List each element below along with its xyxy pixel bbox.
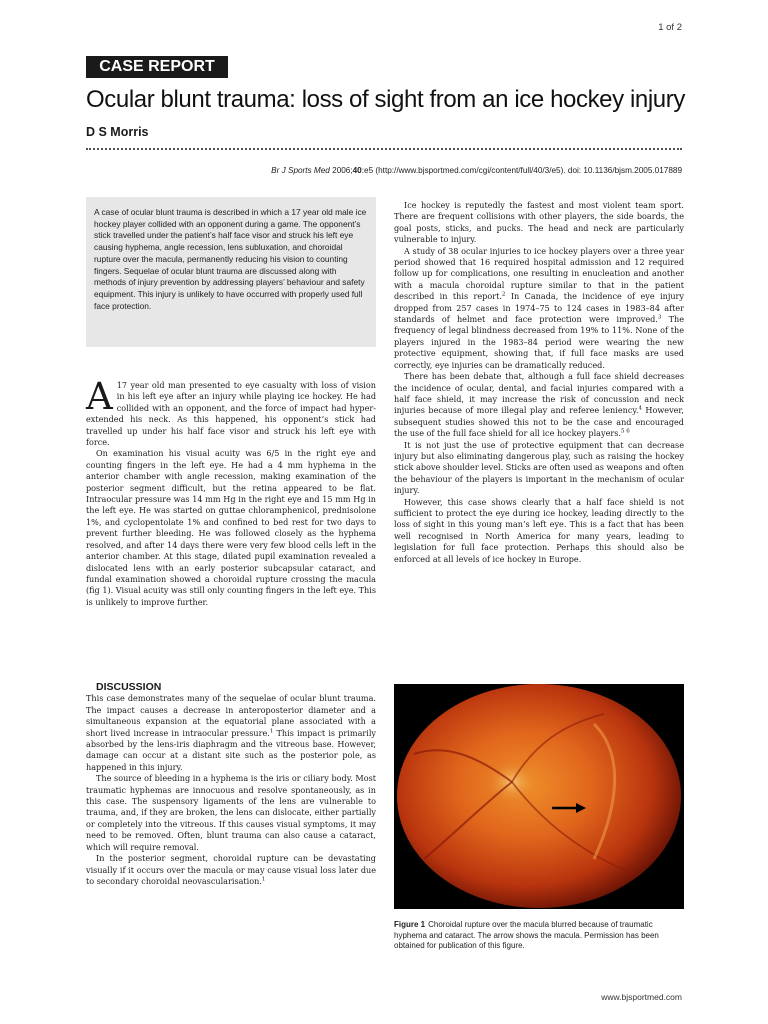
citation-rest: :e5 (http://www.bjsportmed.com/cgi/content/full/40/3/e5). doi: 10.1136/bjsm.2005.017889: [361, 166, 682, 175]
right-paragraph-5: However, this case shows clearly that a half face shield is not sufficient to protect the eye during ice hockey, leading directly to the loss of sight in this young man’s left eye. This is a fact that has been well recognised in North America for many years, leading to legislation for full face protection. Perhaps this should also be enforced at all levels of ice hockey in Europe.: [394, 496, 684, 564]
figure-caption-text: Choroidal rupture over the macula blurred because of traumatic hyphema and cataract. The arrow shows the macula. Permission has been obtained for publication of this figure.: [394, 920, 659, 950]
article-title: Ocular blunt trauma: loss of sight from an ice hockey injury: [86, 86, 685, 113]
citation-year: 2006;: [329, 166, 353, 175]
discussion-heading: DISCUSSION: [96, 681, 162, 693]
right-paragraph-3: There has been debate that, although a full face shield decreases the incidence of ocular, dental, and facial injuries compared with a half face shield, it may increase the risk of concussion and neck injuries because of more illegal play and referee leniency.$^4$ However, subsequent studies showed this not to be the case and encouraged the use of the full face shield for all ice hockey players.$^{5 6}$: [394, 371, 684, 439]
discussion-paragraph-1: This case demonstrates many of the sequelae of ocular blunt trauma. The impact causes a decrease in anteroposterior diameter and a simultaneous expansion at the equatorial plane associated with a short lived increase in intraocular pressure.$^1$ This impact is primarily absorbed by the lens-iris diaphragm and the vitreous base. However, damage can occur at a distant site such as the posterior pole, as happened in this injury.: [86, 693, 377, 772]
right-paragraph-2: A study of 38 ocular injuries to ice hockey players over a three year period showed that 16 required hospital admission and 12 required follow up for complications, one resulting in enucleation and another with a macula choroidal rupture similar to that in the patient described in this report.$^2$ In Canada, the incidence of eye injury dropped from 257 cases in 1974–75 to 124 cases in 1983–84 after standards of helmet and face protection were improved.$^3$ The frequency of legal blindness decreased from 19% to 11%. None of the players injured in the 1983–84 period were wearing the new protective equipment, showing that, if full face masks are used correctly, eye injuries can be dramatically reduced.: [394, 245, 684, 370]
figure-caption: [394, 920, 684, 952]
discussion-paragraph-3: In the posterior segment, choroidal rupture can be devastating visually if it occurs over the macula or may cause visual loss later due to secondary choroidal neovascularisation.$^1$: [86, 853, 376, 886]
right-column-text: [394, 200, 684, 565]
divider: [86, 148, 682, 150]
page-number: 1 of 2: [658, 22, 682, 33]
discussion-section: [86, 682, 376, 887]
fundus-image: [394, 684, 684, 909]
abstract-text: A case of ocular blunt trauma is described in which a 17 year old male ice hockey player collided with an opponent during a game. The opponent’s stick travelled under the patient’s half face visor and struck his left eye causing hyphema, angle recession, lens subluxation, and choroidal rupture over the macula, permanently reducing his vision to counting fingers. Sequelae of ocular blunt trauma are discussed along with methods of injury prevention by addressing players’ behaviour and safety equipment. This injury is unlikely to have occurred with properly used full face protection.: [94, 207, 367, 311]
case-paragraph-2: On examination his visual acuity was 6/5 in the right eye and counting fingers in the left eye. He had a 4 mm hyphema in the anterior chamber with angle recession, making examination of the posterior segment difficult, but the retina appeared to be flat. Intraocular pressure was 14 mm Hg in the right eye and 15 mm Hg in the left eye. He was started on guttae chloramphenicol, prednisolone 1%, and cyclopentolate 1% and confined to bed rest for two days to prevent further bleeding. He was followed closely as the hyphema resolved, and after 14 days there were very few blood cells left in the anterior chamber. At this stage, dilated pupil examination revealed a dislocated lens with an early posterior subcapsular cataract, and fundal examination showed a choroidal rupture crossing the macula (fig 1). Visual acuity was still only counting fingers in the left eye. This is unlikely to improve further.: [86, 448, 376, 607]
fundus-photograph: [394, 684, 684, 909]
figure-label: Figure 1: [394, 920, 426, 929]
author: D S Morris: [86, 125, 149, 139]
right-paragraph-4: It is not just the use of protective equipment that can decrease injury but also eliminating dangerous play, such as raising the hockey stick above shoulder level. Sticks are often used as weapons and often the behaviour of the players is important in the mechanism of ocular injury.: [394, 439, 684, 496]
footer-url: www.bjsportmed.com: [601, 992, 682, 1002]
citation-journal: Br J Sports Med: [271, 166, 330, 175]
case-section: [86, 375, 376, 608]
citation-line: [271, 166, 682, 175]
section-label: CASE REPORT: [86, 56, 228, 78]
discussion-paragraph-2: The source of bleeding in a hyphema is the iris or ciliary body. Most traumatic hyphemas are innocuous and resolve spontaneously, as in this case. The suspensory ligaments of the lens are vulnerable to trauma, and, if they are broken, the lens can dislocate, either partially or completely into the vitreous. If this causes visual symptoms, it may need to be removed. Often, blunt trauma can also cause a cataract, which will require removal.: [86, 773, 376, 852]
case-paragraph-1: A 17 year old man presented to eye casualty with loss of vision in his left eye after an injury while playing ice hockey. He had collided with an opponent, and the force of impact had hyper-extended his neck. As this happened, his opponent’s stick had travelled up under his half face visor and struck his left eye with force.: [86, 375, 376, 448]
drop-cap: A: [86, 375, 113, 418]
abstract-box: [86, 197, 376, 347]
right-paragraph-1: Ice hockey is reputedly the fastest and most violent team sport. There are frequent collisions with other players, the side boards, the goal posts, sticks, and pucks. The head and neck are particularly vulnerable to injury.: [394, 200, 684, 245]
citation-volume: 40: [352, 166, 362, 175]
